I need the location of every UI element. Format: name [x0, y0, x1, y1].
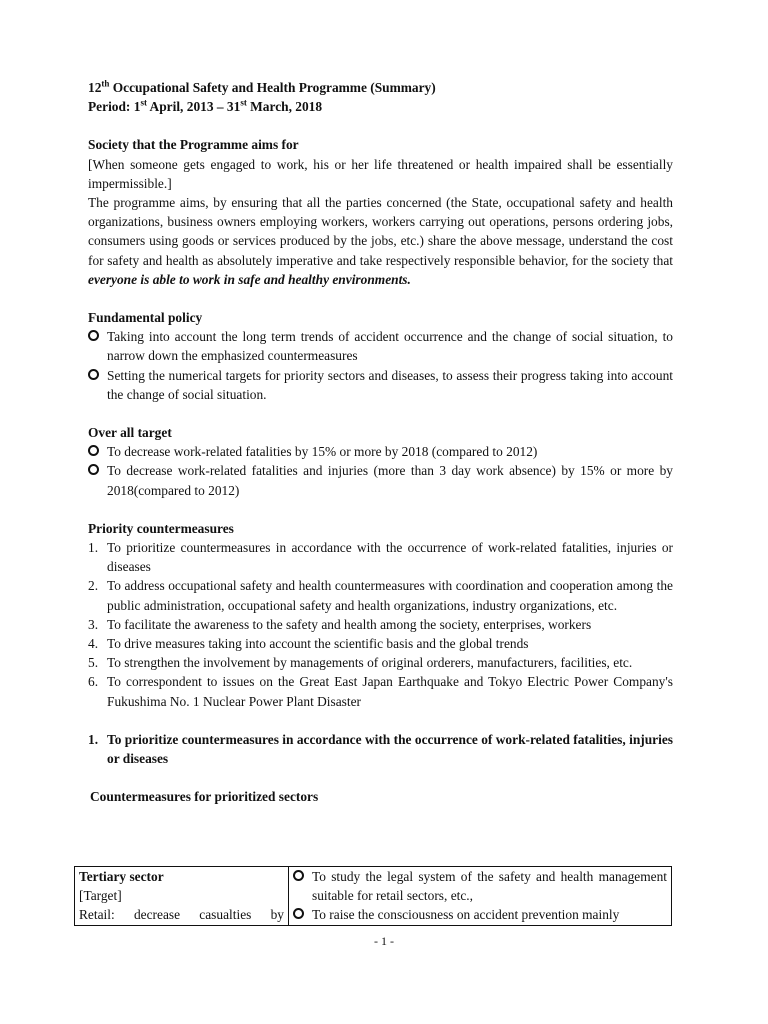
- circle-bullet-icon: [88, 445, 99, 456]
- circle-bullet-icon: [293, 870, 304, 881]
- document-title: 12th Occupational Safety and Health Programme (Summary): [88, 78, 436, 95]
- priority-item: 3. To facilitate the awareness to the safety and health among the society, enterprises, workers: [88, 616, 592, 632]
- table-row: [75, 867, 672, 926]
- priority-item: 2. To address occupational safety and health countermeasures with coordination and cooperation among the public administration, occupational safety and health organizations, industry organizations, etc.: [88, 578, 673, 613]
- policy-item: Setting the numerical targets for priority sectors and diseases, to assess their progress taking into account the change of social situation.: [88, 366, 673, 404]
- priority-item: 5. To strengthen the involvement by managements of original orderers, manufacturers, facilities, etc.: [88, 655, 633, 671]
- measure-item: To raise the consciousness on accident prevention mainly: [293, 905, 667, 924]
- sector-title: Tertiary sector: [79, 869, 164, 884]
- section-1-heading: 1. To prioritize countermeasures in accordance with the occurrence of work-related fatalities, injuries or diseases: [88, 731, 673, 767]
- sector-target-label: [Target]: [79, 888, 122, 904]
- measure-item: To study the legal system of the safety and health management suitable for retail sectors, etc.,: [293, 867, 667, 905]
- document-period: Period: 1st April, 2013 – 31st March, 2018: [88, 97, 323, 115]
- priority-item: 4. To drive measures taking into account the scientific basis and the global trends: [88, 636, 529, 652]
- page-number: - 1 -: [374, 934, 394, 948]
- target-item: To decrease work-related fatalities by 15% or more by 2018 (compared to 2012): [88, 442, 673, 461]
- society-heading: Society that the Programme aims for: [88, 137, 299, 153]
- society-emphasis: everyone is able to work in safe and healthy environments.: [88, 271, 411, 287]
- target-heading: Over all target: [88, 425, 172, 441]
- sector-target-text: Retail: decrease casualties by: [79, 907, 284, 923]
- priority-item: 6. To correspondent to issues on the Great East Japan Earthquake and Tokyo Electric Power Company's Fukushima No. 1 Nuclear Power Plant Disaster: [88, 674, 673, 709]
- society-body: The programme aims, by ensuring that all the parties concerned (the State, occupational safety and health organizations, business owners employing workers, workers carrying out operations, persons ordering jobs, consumers using goods or services produced by the jobs, etc.) share the above message, understand the cost for safety and health as absolutely imperative and take respectively responsible behavior, for the society that everyone is able to work in safe and healthy environments.: [88, 195, 673, 287]
- table-cell-measures: [289, 867, 672, 926]
- circle-bullet-icon: [88, 464, 99, 475]
- society-quote: [When someone gets engaged to work, his or her life threatened or health impaired shall be essentially impermissible.]: [88, 156, 673, 191]
- document-page: [88, 78, 673, 807]
- prioritized-sectors-table: [74, 866, 672, 926]
- circle-bullet-icon: [293, 908, 304, 919]
- section-1-subheading: Countermeasures for prioritized sectors: [90, 789, 319, 805]
- circle-bullet-icon: [88, 369, 99, 380]
- table-cell-sector: [75, 867, 289, 926]
- circle-bullet-icon: [88, 330, 99, 341]
- priority-item: 1. To prioritize countermeasures in accordance with the occurrence of work-related fatalities, injuries or diseases: [88, 540, 673, 575]
- target-item: To decrease work-related fatalities and injuries (more than 3 day work absence) by 15% or more by 2018(compared to 2012): [88, 461, 673, 499]
- policy-item: Taking into account the long term trends of accident occurrence and the change of social situation, to narrow down the emphasized countermeasures: [88, 327, 673, 365]
- priority-heading: Priority countermeasures: [88, 520, 234, 536]
- policy-heading: Fundamental policy: [88, 310, 203, 326]
